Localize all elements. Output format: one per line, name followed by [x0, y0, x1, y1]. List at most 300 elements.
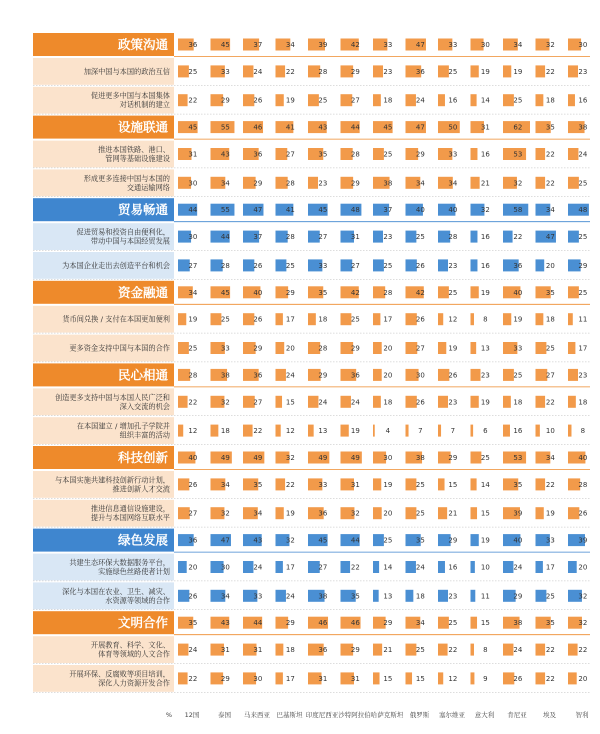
bar [178, 561, 187, 573]
bar-value: 45 [220, 41, 230, 49]
bar-value: 32 [220, 509, 230, 518]
bar-value: 58 [513, 206, 523, 215]
bar-value: 40 [578, 454, 588, 462]
bar [178, 342, 189, 354]
bar-value: 19 [513, 315, 523, 324]
bar-value: 33 [253, 592, 263, 601]
bar-value: 19 [480, 288, 490, 297]
bar [211, 425, 219, 437]
bar-value: 27 [318, 233, 328, 242]
bar [471, 177, 480, 189]
bar-value: 21 [383, 646, 393, 655]
bar-value: 15 [383, 674, 393, 683]
bar-value: 36 [350, 371, 360, 380]
bar-value: 19 [448, 344, 458, 353]
bar-value: 32 [545, 41, 555, 49]
bar [568, 425, 571, 437]
bar-value: 25 [383, 536, 393, 545]
bar [308, 425, 314, 437]
bar-value: 24 [513, 646, 523, 655]
bar-value: 25 [513, 96, 523, 105]
bar [276, 65, 286, 77]
bar [503, 561, 513, 573]
bar-value: 16 [480, 233, 490, 242]
bar-value: 35 [188, 619, 198, 628]
bar-value: 24 [285, 371, 295, 380]
bar-value: 25 [578, 179, 588, 188]
bar [276, 94, 284, 106]
bar [471, 396, 479, 408]
group-title: 贸易畅通 [117, 202, 168, 218]
bar-value: 53 [513, 150, 523, 159]
bar [536, 177, 546, 189]
bar [276, 369, 286, 381]
bar-value: 25 [350, 315, 360, 324]
bar-value: 35 [545, 619, 555, 628]
bar-value: 30 [188, 179, 198, 188]
country-label: 12国 [184, 710, 200, 719]
bar [536, 672, 546, 684]
bar [568, 231, 579, 243]
bar-value: 6 [483, 427, 488, 436]
bar-value: 27 [415, 344, 425, 353]
bar [276, 507, 284, 519]
bar-value: 20 [383, 509, 393, 518]
bar-value: 22 [285, 480, 295, 489]
bar-value: 20 [545, 261, 555, 270]
item-label-line: 开展教育、科学、文化、 [90, 640, 170, 650]
bar [243, 425, 253, 437]
bar-value: 27 [188, 509, 198, 518]
bar [341, 425, 349, 437]
bar [308, 396, 318, 408]
bar-value: 39 [578, 536, 588, 545]
bar [438, 561, 445, 573]
bar-value: 17 [285, 563, 295, 572]
bar-value: 19 [188, 315, 198, 324]
bar [438, 672, 443, 684]
bar-value: 39 [318, 41, 328, 49]
bar-value: 25 [448, 619, 458, 628]
bar-value: 47 [545, 233, 555, 242]
bar-value: 29 [220, 674, 230, 683]
bar [503, 94, 514, 106]
bar-value: 35 [415, 536, 425, 545]
bar [503, 425, 510, 437]
bar-value: 40 [448, 206, 458, 215]
bar [471, 534, 479, 546]
bar-value: 34 [545, 454, 555, 462]
bar-value: 30 [188, 233, 198, 242]
bar-value: 29 [350, 67, 360, 76]
bar-value: 26 [415, 398, 425, 407]
bar-value: 29 [285, 288, 295, 297]
bar [568, 286, 579, 298]
item-label-line: 共建生态环保大数据服务平台， [69, 558, 170, 567]
bar-value: 36 [415, 67, 425, 76]
bar [406, 507, 417, 519]
bar [276, 259, 287, 271]
bar-value: 31 [188, 150, 198, 159]
bar [438, 259, 448, 271]
bar-value: 34 [285, 41, 295, 49]
bar-value: 23 [383, 233, 393, 242]
bar [211, 313, 222, 325]
bar-value: 25 [415, 646, 425, 655]
bar [276, 396, 283, 408]
bar-value: 32 [350, 509, 360, 518]
item-label-line: 货币间兑换 / 支付在本国更加便利 [62, 314, 170, 324]
bar [503, 313, 511, 325]
bar-value: 30 [480, 41, 490, 49]
bar-value: 31 [318, 674, 328, 683]
bar-value: 45 [383, 123, 393, 132]
bar [308, 177, 318, 189]
bar [438, 507, 447, 519]
bar-value: 8 [483, 315, 488, 324]
bar [471, 507, 478, 519]
country-label: 俄罗斯 [409, 710, 430, 719]
bar-value: 25 [220, 315, 230, 324]
bar [471, 369, 481, 381]
bar [471, 231, 478, 243]
bar-value: 36 [513, 261, 523, 270]
bar-value: 48 [350, 206, 360, 215]
bar-value: 36 [253, 150, 263, 159]
bar-value: 33 [220, 344, 230, 353]
bar-value: 22 [188, 398, 198, 407]
bar-value: 48 [578, 206, 588, 215]
bar-value: 17 [285, 674, 295, 683]
bar-value: 45 [220, 288, 230, 297]
bar-value: 29 [253, 344, 263, 353]
bar-value: 46 [350, 619, 360, 628]
bar [471, 148, 478, 160]
bar-value: 42 [350, 288, 360, 297]
bar [536, 644, 546, 656]
bar-value: 29 [448, 536, 458, 545]
bar-value: 25 [415, 509, 425, 518]
bar-value: 29 [220, 96, 230, 105]
item-label-line: 深化人力资源开发合作 [98, 678, 170, 688]
bar-value: 27 [285, 150, 295, 159]
bar [373, 231, 383, 243]
item-label-line: 深入交流的机会 [119, 401, 170, 411]
bar [308, 94, 319, 106]
bar-value: 34 [513, 41, 523, 49]
bar-value: 35 [318, 150, 328, 159]
bar [178, 94, 188, 106]
bar [471, 452, 482, 464]
bar-value: 4 [385, 427, 391, 436]
bar-value: 11 [480, 592, 490, 601]
bar [276, 590, 286, 602]
bar-value: 19 [285, 96, 295, 105]
bar-value: 29 [383, 619, 393, 628]
bar [568, 65, 578, 77]
bar [178, 425, 183, 437]
bar-value: 16 [448, 563, 458, 572]
bar-value: 49 [220, 454, 230, 462]
bar-value: 19 [480, 536, 490, 545]
bar-value: 27 [350, 96, 360, 105]
bar-value: 36 [318, 646, 328, 655]
country-label: 智利 [575, 710, 589, 719]
bar-value: 19 [383, 480, 393, 489]
bar-value: 35 [545, 288, 555, 297]
bar-value: 53 [513, 454, 523, 462]
bar [276, 342, 285, 354]
bar [536, 148, 546, 160]
bar-value: 22 [188, 96, 198, 105]
bar-value: 23 [448, 592, 458, 601]
bar [373, 478, 381, 490]
bar-value: 34 [448, 179, 458, 188]
bar [406, 425, 409, 437]
bar [406, 231, 417, 243]
bar-value: 36 [188, 536, 198, 545]
bar [536, 478, 546, 490]
group-title: 政策沟通 [117, 37, 168, 52]
bar-value: 49 [350, 454, 360, 462]
bar-value: 25 [383, 261, 393, 270]
bar-value: 35 [318, 288, 328, 297]
bar-value: 28 [383, 288, 393, 297]
bar [406, 561, 416, 573]
bar-value: 31 [480, 123, 490, 132]
bar-value: 22 [285, 67, 295, 76]
item-label-line: 促进贸易和投资自由便利化， [76, 227, 170, 237]
bar-value: 7 [450, 427, 456, 436]
bar-value: 11 [578, 315, 588, 324]
bar-value: 14 [480, 480, 490, 489]
bar-value: 33 [318, 261, 328, 270]
bar [373, 590, 379, 602]
bar-value: 22 [513, 233, 523, 242]
bar-value: 42 [415, 288, 425, 297]
bar-value: 30 [220, 563, 230, 572]
bar [568, 313, 573, 325]
bar-value: 24 [415, 563, 425, 572]
bar [308, 313, 316, 325]
bar-value: 31 [350, 674, 360, 683]
group-title: 科技创新 [117, 450, 168, 465]
country-label: 塞尔维亚 [439, 710, 465, 719]
bar-value: 45 [318, 536, 328, 545]
bar-value: 34 [253, 509, 263, 518]
bar-value: 18 [383, 96, 393, 105]
bar [276, 644, 284, 656]
bar [568, 148, 578, 160]
country-label: 印度尼西亚 [305, 710, 339, 719]
item-label-line: 深化与本国在农业、卫生、减灾、 [62, 586, 170, 596]
bar-value: 20 [383, 371, 393, 380]
bar [373, 94, 381, 106]
bar-value: 40 [188, 454, 198, 462]
bar [503, 396, 511, 408]
bar [536, 313, 544, 325]
bar-value: 37 [383, 206, 393, 215]
bar-value: 20 [188, 563, 198, 572]
bar [568, 342, 575, 354]
bar [373, 396, 381, 408]
bar [276, 425, 281, 437]
bar-value: 28 [285, 179, 295, 188]
bar [373, 369, 382, 381]
bar [373, 561, 379, 573]
bar-value: 27 [318, 563, 328, 572]
group-title: 绿色发展 [117, 532, 168, 548]
bar-value: 36 [318, 509, 328, 518]
item-label-line: 提升与本国网络互联水平 [90, 513, 170, 523]
bar-value: 31 [253, 646, 263, 655]
bar-value: 39 [513, 509, 523, 518]
country-label: 沙特阿拉伯 [338, 710, 371, 719]
bar-value: 40 [513, 288, 523, 297]
bar-value: 26 [253, 96, 263, 105]
bar-value: 9 [483, 674, 488, 683]
country-label: 巴基斯坦 [276, 710, 303, 719]
bar-value: 26 [188, 480, 198, 489]
group-title: 设施联通 [117, 119, 168, 135]
bar-value: 29 [350, 179, 360, 188]
bar-value: 44 [188, 206, 198, 215]
bar-value: 18 [545, 96, 555, 105]
bar-value: 22 [545, 480, 555, 489]
item-label-line: 促进更多中国与本国集体 [90, 91, 170, 101]
bar-value: 14 [383, 563, 393, 572]
bar-value: 28 [188, 371, 198, 380]
bar-value: 26 [513, 674, 523, 683]
bar-value: 47 [415, 41, 425, 49]
bar [243, 561, 253, 573]
bar-value: 33 [448, 150, 458, 159]
bar-value: 47 [253, 206, 263, 215]
item-label-line: 与本国实施共建科技创新行动计划， [54, 475, 170, 485]
bar-value: 34 [415, 619, 425, 628]
bar-value: 50 [448, 123, 458, 132]
bar [536, 94, 544, 106]
bar-value: 25 [415, 233, 425, 242]
bar [438, 617, 449, 629]
bar-value: 38 [383, 179, 393, 188]
bar-value: 55 [220, 123, 230, 132]
bar-value: 30 [253, 674, 263, 683]
bar [438, 94, 445, 106]
bar-value: 40 [415, 206, 425, 215]
bar-value: 33 [383, 41, 393, 49]
bar-value: 43 [220, 150, 230, 159]
bar-value: 18 [578, 398, 588, 407]
bar-value: 34 [220, 592, 230, 601]
bar [568, 644, 578, 656]
bar-value: 28 [578, 480, 588, 489]
bar-value: 8 [580, 427, 586, 436]
bar [373, 425, 375, 437]
bar-value: 15 [285, 398, 295, 407]
bar-value: 16 [513, 427, 523, 436]
bar-value: 46 [318, 619, 328, 628]
bar-value: 26 [188, 592, 198, 601]
bar [276, 478, 286, 490]
bar-value: 25 [318, 96, 328, 105]
bar-value: 43 [318, 123, 328, 132]
bar-value: 20 [578, 563, 588, 572]
bar-value: 23 [578, 371, 588, 380]
item-label-line: 管网等基础设施建设 [105, 154, 170, 163]
bar-value: 25 [545, 344, 555, 353]
bar-value: 44 [220, 233, 230, 242]
bar-value: 29 [578, 261, 588, 270]
bar-value: 10 [480, 563, 490, 572]
bar-value: 24 [188, 646, 198, 655]
bar-value: 37 [253, 233, 263, 242]
bar-value: 25 [578, 288, 588, 297]
bar-value: 32 [220, 398, 230, 407]
bar-value: 22 [545, 398, 555, 407]
bar [373, 313, 380, 325]
bar [568, 561, 577, 573]
bar-value: 33 [318, 480, 328, 489]
bar-value: 20 [383, 344, 393, 353]
bar-value: 28 [318, 67, 328, 76]
bar-value: 22 [545, 646, 555, 655]
bar [471, 259, 478, 271]
bar [568, 369, 578, 381]
bar [406, 644, 417, 656]
country-label: 马来西亚 [244, 710, 270, 719]
bar [536, 259, 545, 271]
country-label: 意大利 [474, 710, 495, 719]
bar-value: 23 [448, 261, 458, 270]
item-label-line: 开展环保、反腐败等项目培训， [69, 669, 170, 679]
bar-value: 44 [350, 123, 360, 132]
bar-value: 17 [285, 315, 295, 324]
bar-value: 47 [415, 123, 425, 132]
bar [341, 561, 351, 573]
bar-value: 35 [545, 123, 555, 132]
bar-value: 32 [578, 592, 588, 601]
bar-value: 34 [545, 206, 555, 215]
bar-value: 28 [285, 233, 295, 242]
bar-value: 25 [383, 150, 393, 159]
bar [438, 425, 441, 437]
bar-value: 28 [318, 344, 328, 353]
bar [536, 507, 544, 519]
bar-value: 21 [480, 179, 490, 188]
bar [503, 644, 513, 656]
bar-value: 15 [480, 619, 490, 628]
bar-value: 42 [350, 41, 360, 49]
bar-value: 27 [350, 261, 360, 270]
bar [471, 313, 474, 325]
bar [406, 478, 417, 490]
bar [178, 672, 188, 684]
bar-value: 33 [220, 67, 230, 76]
item-label-line: 对话机制的建立 [119, 100, 170, 110]
bar-value: 38 [415, 454, 425, 462]
bar [536, 425, 540, 437]
bar-value: 24 [415, 96, 425, 105]
bar-value: 36 [253, 371, 263, 380]
bar-value: 7 [418, 427, 423, 436]
bar-value: 19 [350, 427, 360, 436]
bar-value: 30 [415, 371, 425, 380]
bar-value: 16 [480, 150, 490, 159]
bar [471, 65, 479, 77]
bar-value: 17 [578, 344, 588, 353]
bar-value: 38 [578, 123, 588, 132]
